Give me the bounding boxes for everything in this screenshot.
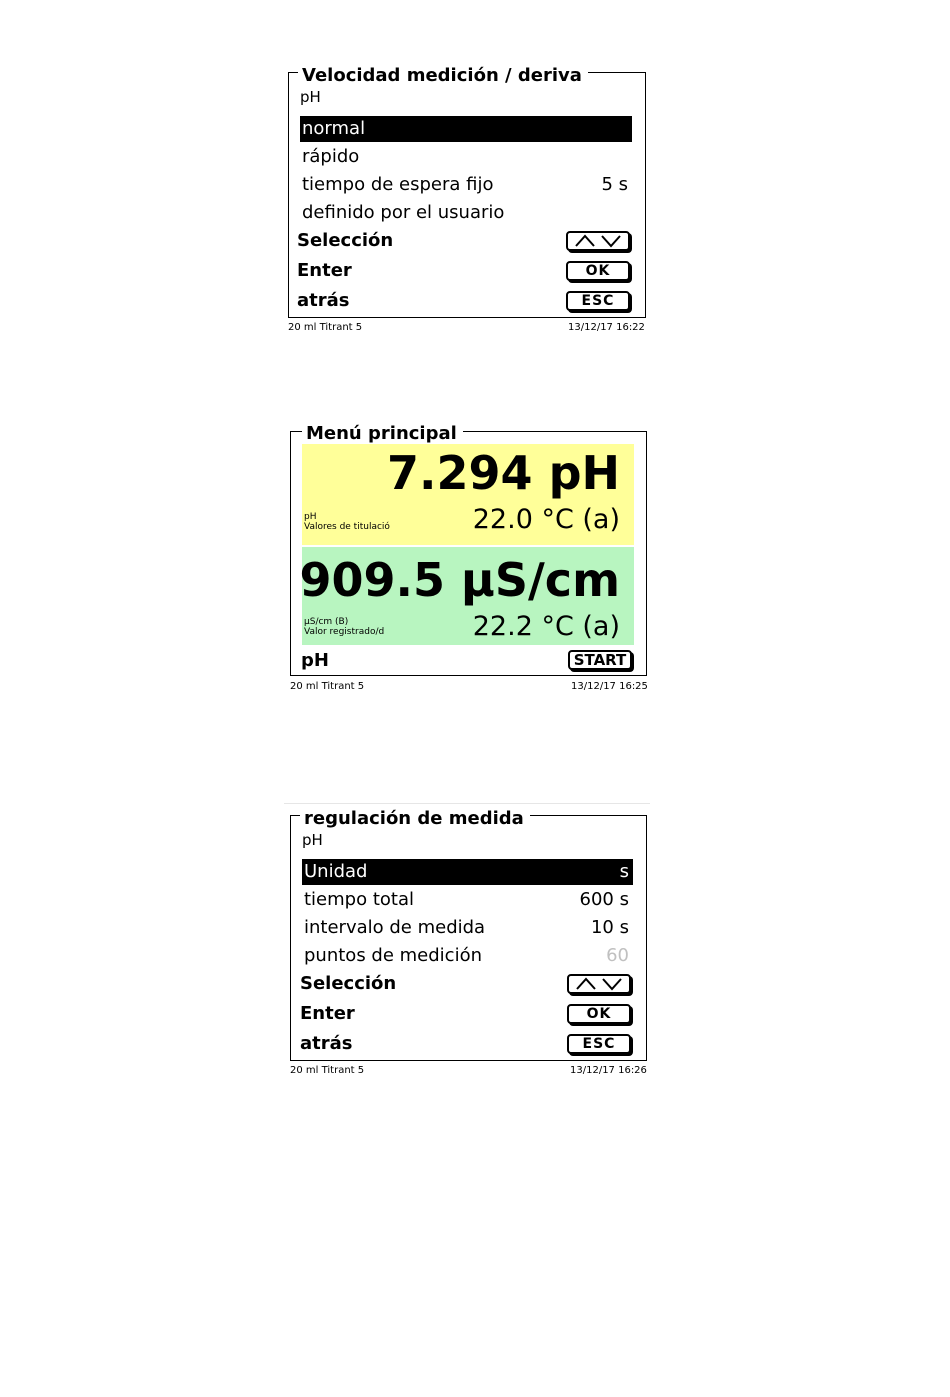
ok-key[interactable]: OK [566, 261, 630, 281]
up-down-arrows-icon [572, 977, 626, 991]
dialog-title: Velocidad medición / deriva [298, 66, 588, 86]
divider [284, 803, 650, 804]
menu-item-value: s [619, 861, 629, 882]
menu-item-label: Unidad [304, 861, 368, 882]
menu-item-tiempo-espera[interactable] [300, 172, 632, 198]
menu-item-label: tiempo total [304, 889, 414, 910]
menu-item-value: 600 s [579, 889, 629, 910]
menu-item-label: puntos de medición [304, 945, 482, 966]
menu-item-label: intervalo de medida [304, 917, 486, 938]
menu-item-value: 5 s [601, 174, 628, 195]
esc-key[interactable]: ESC [567, 1034, 631, 1054]
menu-item-label: tiempo de espera fijo [302, 174, 494, 195]
ph-label: pH [304, 512, 317, 522]
dialog-title: regulación de medida [300, 809, 530, 829]
footer-datetime: 13/12/17 16:22 [568, 322, 645, 333]
measurement-conductivity-box[interactable] [299, 547, 634, 645]
conductivity-mode-label: Valor registrado/d [304, 627, 385, 637]
ph-temperature: 22.0 °C (a) [472, 504, 620, 535]
measurement-ph-box[interactable] [302, 444, 634, 545]
enter-label: Enter [297, 260, 352, 281]
menu-item-rapido[interactable] [300, 144, 632, 170]
footer-datetime: 13/12/17 16:25 [571, 681, 648, 692]
menu-item-puntos-medicion [302, 943, 633, 969]
menu-item-value: 10 s [590, 917, 629, 938]
conductivity-value: 909.5 µS/cm [299, 553, 620, 607]
ok-key[interactable]: OK [567, 1004, 631, 1024]
dialog-title: Menú principal [302, 424, 463, 444]
dialog-subtitle: pH [302, 831, 323, 849]
start-key[interactable]: START [568, 650, 632, 670]
footer-datetime: 13/12/17 16:26 [570, 1065, 647, 1076]
conductivity-label: µS/cm (B) [304, 617, 349, 627]
back-label: atrás [297, 290, 350, 311]
up-down-key[interactable] [567, 974, 631, 994]
up-down-key[interactable] [566, 231, 630, 251]
footer-reagent: 20 ml Titrant 5 [290, 681, 365, 692]
enter-label: Enter [300, 1003, 355, 1024]
conductivity-temperature: 22.2 °C (a) [472, 611, 620, 642]
ph-mode-label: Valores de titulació [304, 522, 390, 532]
footer-reagent: 20 ml Titrant 5 [290, 1065, 365, 1076]
back-label: atrás [300, 1033, 353, 1054]
menu-item-label: definido por el usuario [302, 202, 505, 223]
menu-item-value: 60 [606, 945, 629, 966]
menu-item-normal[interactable] [300, 116, 632, 142]
ph-value: 7.294 pH [387, 446, 620, 500]
select-label: Selección [297, 230, 394, 251]
esc-key[interactable]: ESC [566, 291, 630, 311]
menu-item-unidad[interactable] [302, 859, 633, 885]
mode-label: pH [301, 650, 329, 671]
menu-item-label: normal [302, 118, 366, 139]
menu-item-definido-usuario[interactable] [300, 200, 632, 226]
dialog-subtitle: pH [300, 88, 321, 106]
menu-item-intervalo-medida[interactable] [302, 915, 633, 941]
select-label: Selección [300, 973, 397, 994]
footer-reagent: 20 ml Titrant 5 [288, 322, 363, 333]
up-down-arrows-icon [571, 234, 625, 248]
menu-item-label: rápido [302, 146, 360, 167]
menu-item-tiempo-total[interactable] [302, 887, 633, 913]
